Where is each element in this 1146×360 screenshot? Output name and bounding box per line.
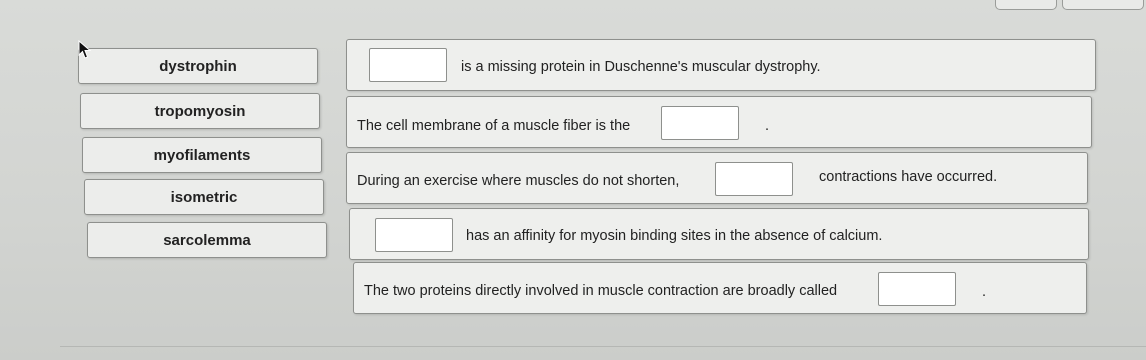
term-chip-isometric[interactable]	[84, 179, 324, 215]
sentence-box-4	[349, 208, 1089, 260]
sentence-text-after: contractions have occurred.	[819, 169, 998, 185]
term-chip-sarcolemma[interactable]	[87, 222, 327, 258]
bottom-divider	[60, 346, 1146, 347]
sentence-box-1	[346, 39, 1096, 91]
drop-target-slot[interactable]	[661, 106, 739, 140]
term-chip-myofilaments[interactable]	[82, 137, 322, 173]
sentence-text-after: has an affinity for myosin binding sites in the absence of calcium.	[466, 228, 883, 244]
term-label: tropomyosin	[154, 102, 246, 120]
term-chip-dystrophin[interactable]	[78, 48, 318, 84]
top-toolbar-button[interactable]	[995, 0, 1057, 10]
sentence-text-before: The two proteins directly involved in muscle contraction are broadly called	[364, 283, 838, 299]
drop-target-slot[interactable]	[375, 218, 453, 252]
sentence-box-3	[346, 152, 1088, 204]
sentence-text-before: During an exercise where muscles do not shorten,	[357, 173, 680, 189]
mouse-pointer-icon	[78, 40, 94, 60]
drop-target-slot[interactable]	[878, 272, 956, 306]
term-chip-tropomyosin[interactable]	[80, 93, 320, 129]
sentence-text-after: is a missing protein in Duschenne's muscular dystrophy.	[461, 59, 821, 75]
sentence-box-2	[346, 96, 1092, 148]
sentence-text-after: .	[765, 118, 770, 134]
drop-target-slot[interactable]	[369, 48, 447, 82]
drop-target-slot[interactable]	[715, 162, 793, 196]
term-label: dystrophin	[159, 57, 237, 75]
sentence-text-after: .	[982, 284, 987, 300]
term-label: sarcolemma	[163, 231, 251, 249]
sentence-box-5	[353, 262, 1087, 314]
top-toolbar-button[interactable]	[1062, 0, 1144, 10]
term-label: myofilaments	[153, 146, 251, 164]
sentence-text-before: The cell membrane of a muscle fiber is the	[357, 118, 631, 134]
term-label: isometric	[170, 188, 238, 206]
